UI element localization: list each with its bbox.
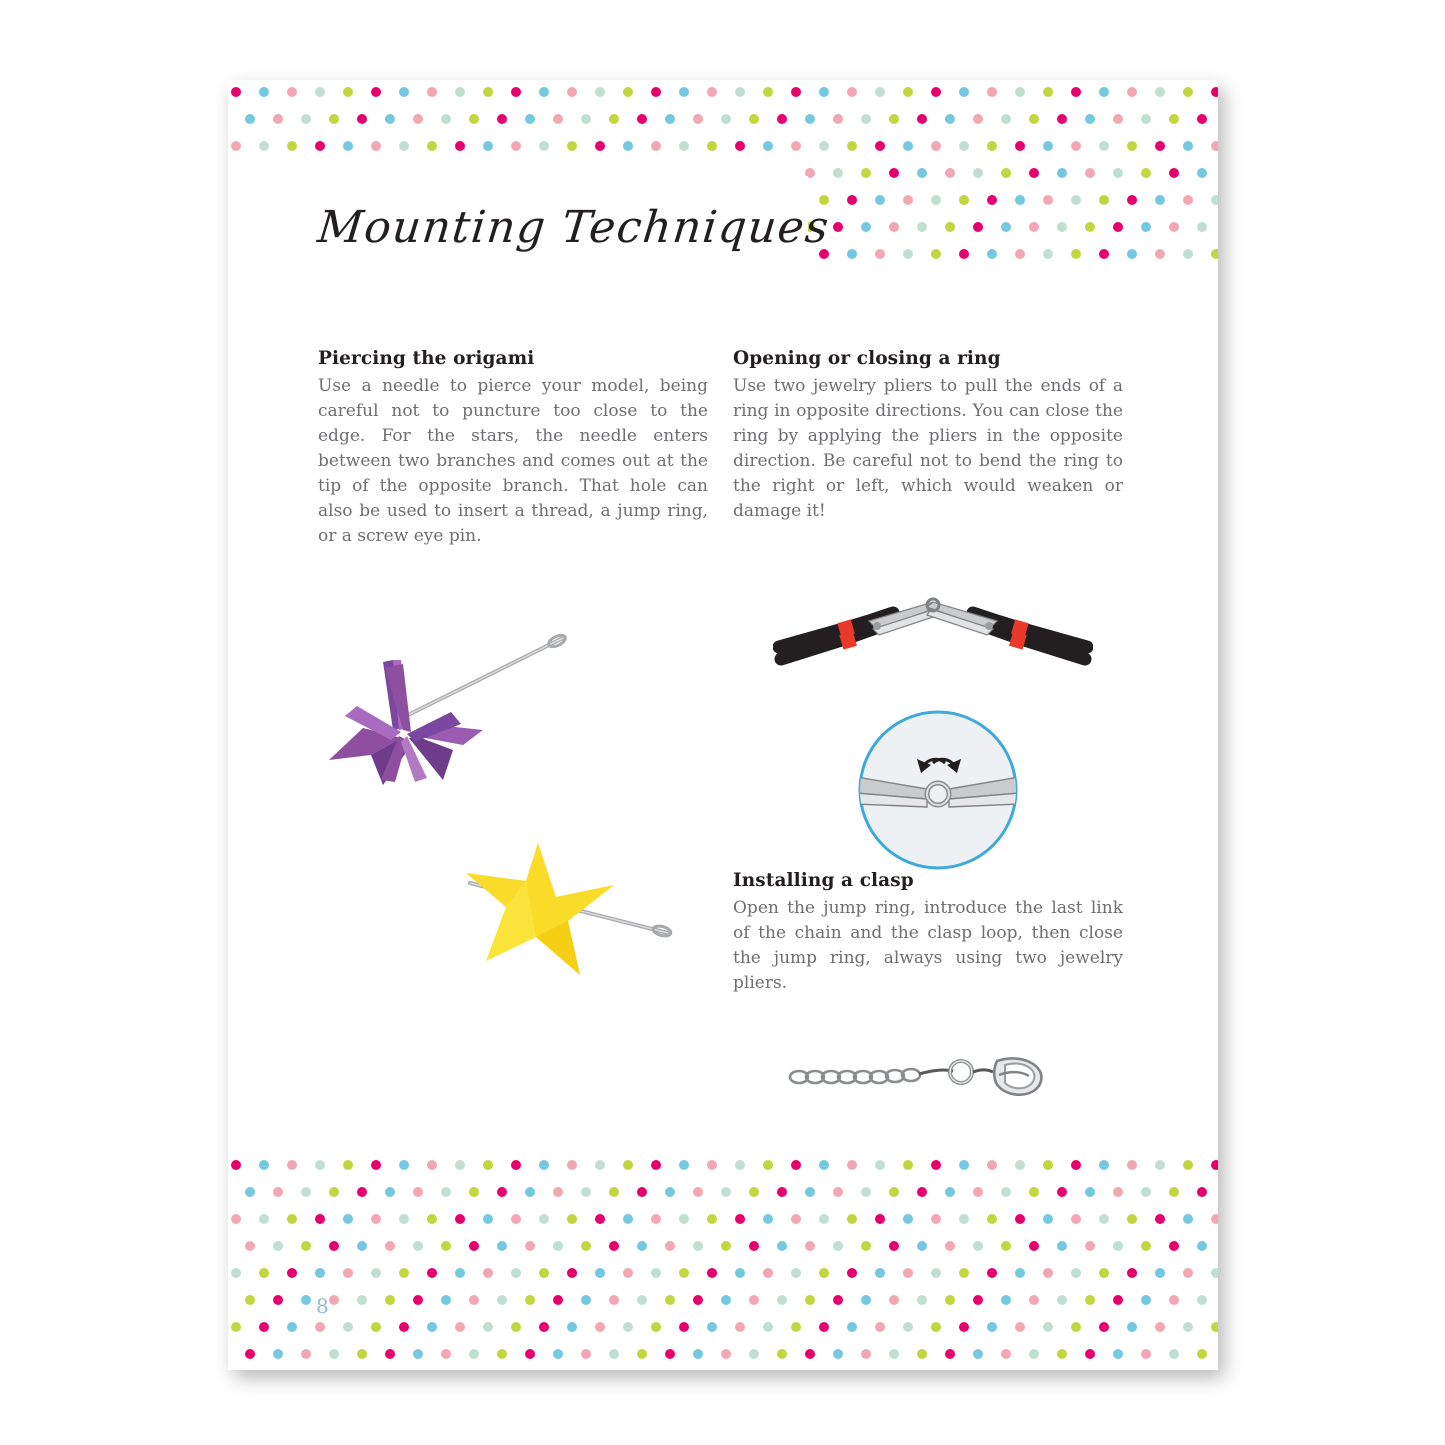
section-body: Open the jump ring, introduce the last link of the chain and the clasp loop, then close the jump ring, always using two jewelry pliers. — [733, 898, 1123, 993]
dot-pattern-bottom-svg — [228, 1155, 1218, 1370]
purple-star-needle-illustration — [323, 620, 623, 825]
chain-clasp-svg — [783, 1045, 1073, 1105]
chain-clasp-illustration — [783, 1045, 1073, 1110]
section-heading: Piercing the origami — [318, 348, 535, 369]
page-number: 8 — [316, 1294, 329, 1318]
jump-ring-zoom-illustration — [843, 695, 1033, 890]
yellow-star-needle-svg — [428, 825, 718, 985]
section-body: Use a needle to pierce your model, being careful not to puncture too close to the edge. For the stars, the needle enters between two branches and comes out at the tip of the opposite branch. That hole can also be used to insert a thread, a jump ring, or a screw eye pin. — [318, 376, 708, 546]
section-heading: Opening or closing a ring — [733, 348, 1001, 369]
section-heading: Installing a clasp — [733, 870, 914, 891]
dot-pattern-bottom — [228, 1155, 1218, 1370]
page-sheet — [228, 80, 1218, 1370]
jewelry-pliers-svg — [773, 585, 1093, 675]
section-opening-or-closing-a-ring — [733, 348, 1123, 524]
page-title: Mounting Techniques — [315, 202, 833, 253]
jewelry-pliers-illustration — [773, 585, 1093, 680]
section-body: Use two jewelry pliers to pull the ends of a ring in opposite directions. You can close the ring by applying the pliers in the opposite direction. Be careful not to bend the ring to the right or left, which would weaken or damage it! — [733, 376, 1123, 521]
yellow-star-needle-illustration — [428, 825, 718, 990]
jump-ring-zoom-svg — [843, 695, 1033, 885]
section-piercing-the-origami — [318, 348, 708, 549]
purple-star-needle-svg — [323, 620, 623, 820]
